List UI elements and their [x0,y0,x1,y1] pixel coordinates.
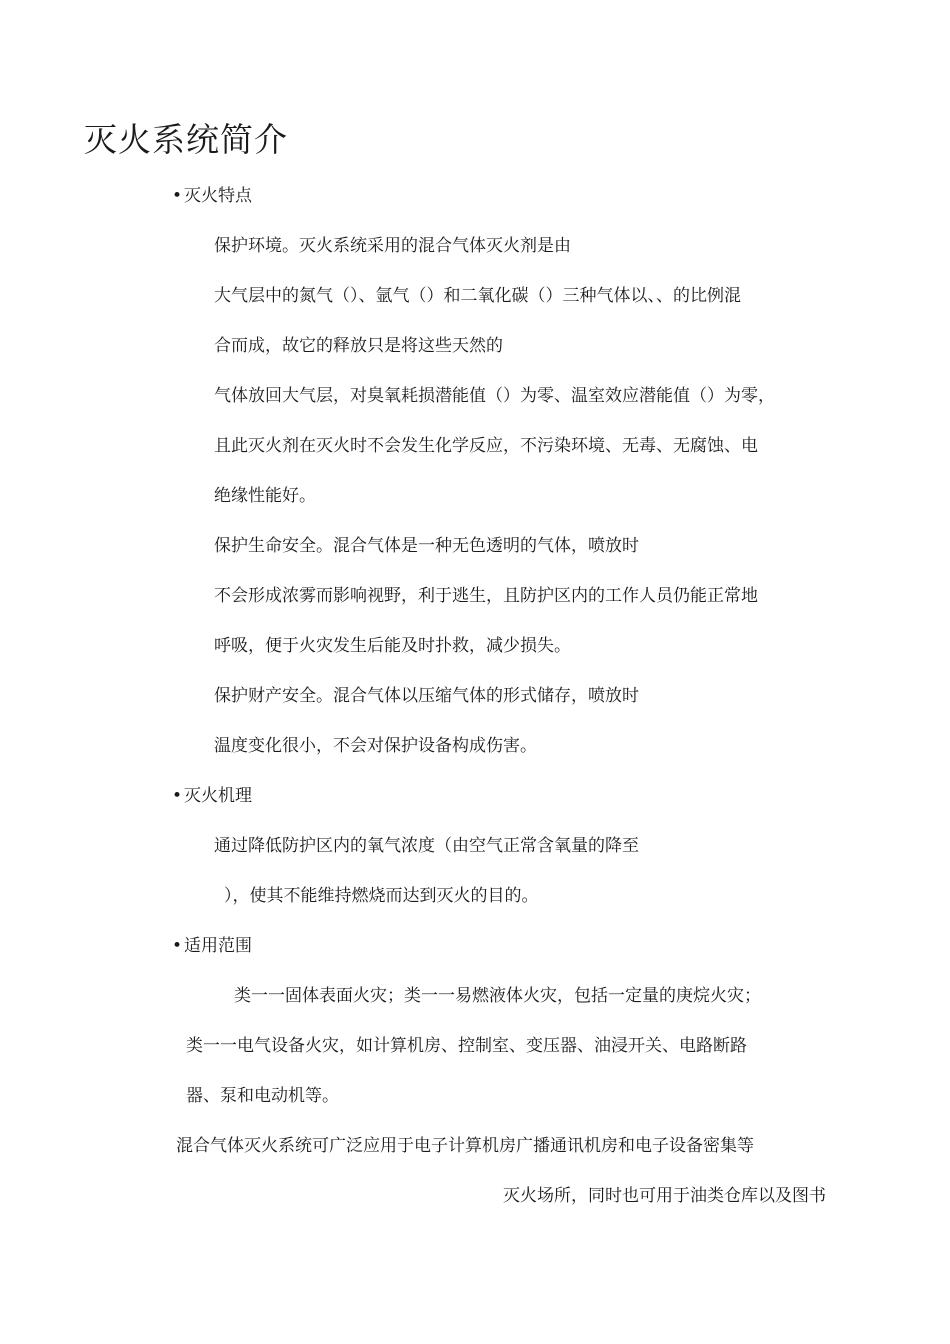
paragraph-line: 混合气体灭火系统可广泛应用于电子计算机房广播通讯机房和电子设备密集等 [176,1136,754,1156]
paragraph-line: ），使其不能维持燃烧而达到灭火的目的。 [224,886,539,906]
page-title: 灭火系统简介 [84,120,288,159]
paragraph-line: 保护生命安全。混合气体是一种无色透明的气体，喷放时 [214,536,639,556]
section-heading-mechanism: • 灭火机理 [172,784,252,808]
section-heading-features: • 灭火特点 [172,184,252,208]
paragraph-line: 通过降低防护区内的氧气浓度（由空气正常含氧量的降至 [214,836,639,856]
paragraph-line: 保护财产安全。混合气体以压缩气体的形式储存，喷放时 [214,686,639,706]
paragraph-line: 气体放回大气层，对臭氧耗损潜能值（）为零、温室效应潜能值（）为零， [214,386,775,406]
paragraph-line: 器、泵和电动机等。 [186,1086,339,1106]
paragraph-line: 绝缘性能好。 [214,486,316,506]
section-heading-scope: • 适用范围 [172,934,252,958]
paragraph-line: 保护环境。灭火系统采用的混合气体灭火剂是由 [214,236,571,256]
paragraph-line: 呼吸，便于火灾发生后能及时扑救，减少损失。 [214,636,571,656]
paragraph-line: 类一一固体表面火灾；类一一易燃液体火灾，包括一定量的庚烷火灾； [234,986,761,1006]
paragraph-line: 类一一电气设备火灾，如计算机房、控制室、变压器、油浸开关、电路断路 [186,1036,747,1056]
paragraph-line: 不会形成浓雾而影响视野，利于逃生，且防护区内的工作人员仍能正常地 [214,586,758,606]
paragraph-line: 合而成，故它的释放只是将这些天然的 [214,336,503,356]
paragraph-line: 且此灭火剂在灭火时不会发生化学反应，不污染环境、无毒、无腐蚀、电 [214,436,758,456]
paragraph-line: 大气层中的氮气（）、氩气（）和二氧化碳（）三种气体以、、的比例混 [214,286,741,306]
paragraph-line: 温度变化很小，不会对保护设备构成伤害。 [214,736,537,756]
paragraph-line: 灭火场所，同时也可用于油类仓库以及图书 [503,1186,826,1206]
